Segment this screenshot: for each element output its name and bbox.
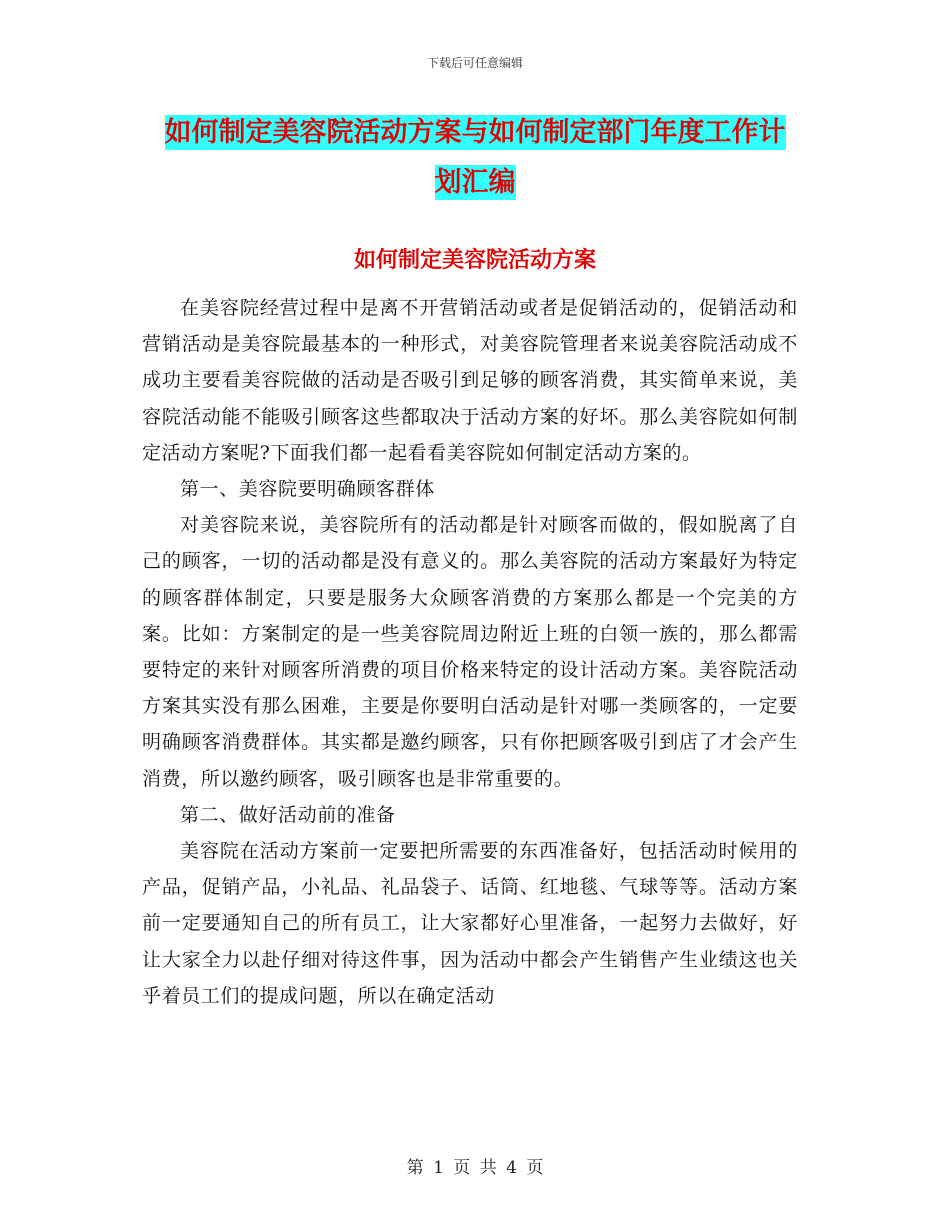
paragraph-step-1: 对美容院来说，美容院所有的活动都是针对顾客而做的，假如脱离了自己的顾客，一切的活动都是没有意义的。那么美容院的活动方案最好为特定的顾客群体制定，只要是服务大众顾客消费的方案那么都是一个完美的方案。比如：方案制定的是一些美容院周边附近上班的白领一族的，那么都需要特定的来针对顾客所消费的项目价格来特定的设计活动方案。美容院活动方案其实没有那么困难，主要是你要明白活动是针对哪一类顾客的，一定要明确顾客消费群体。其实都是邀约顾客，只有你把顾客吸引到店了才会产生消费，所以邀约顾客，吸引顾客也是非常重要的。 <box>142 514 798 790</box>
heading-step-1: 第一、美容院要明确顾客群体 <box>180 478 435 501</box>
heading-step-2: 第二、做好活动前的准备 <box>180 803 396 826</box>
document-body <box>142 290 798 1014</box>
document-title-line-2: 划汇编 <box>434 167 516 198</box>
paragraph-intro: 在美容院经营过程中是离不开营销活动或者是促销活动的，促销活动和营销活动是美容院最基本的一种形式，对美容院管理者来说美容院活动成不成功主要看美容院做的活动是否吸引到足够的顾客消费，其实简单来说，美容院活动能不能吸引顾客这些都取决于活动方案的好坏。那么美容院如何制定活动方案呢?下面我们都一起看看美容院如何制定活动方案的。 <box>142 297 798 464</box>
page-footer: 第 1 页 共 4 页 <box>406 1158 544 1178</box>
paragraph-step-2: 美容院在活动方案前一定要把所需要的东西准备好，包括活动时候用的产品，促销产品，小礼品、礼品袋子、话筒、红地毯、气球等等。活动方案前一定要通知自己的所有员工，让大家都好心里准备，一起努力去做好，好让大家全力以赴仔细对待这件事，因为活动中都会产生销售产生业绩这也关乎着员工们的提成问题，所以在确定活动 <box>142 840 798 1007</box>
header-note: 下载后可任意编辑 <box>426 56 523 70</box>
document-title <box>140 108 810 208</box>
section-title: 如何制定美容院活动方案 <box>353 248 596 273</box>
document-title-line-1: 如何制定美容院活动方案与如何制定部门年度工作计 <box>164 117 786 148</box>
